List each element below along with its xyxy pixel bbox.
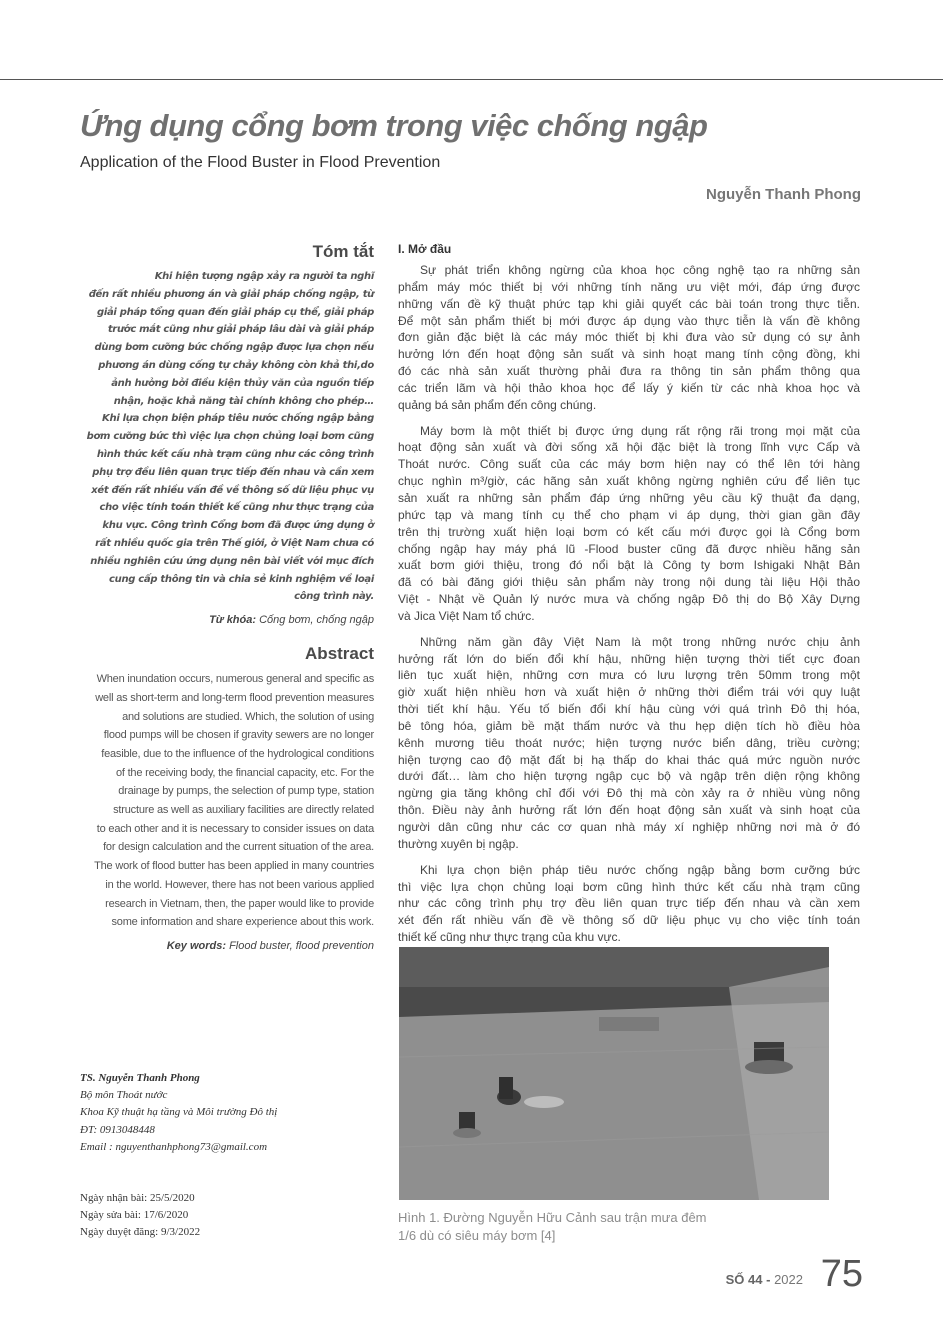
body-text bbox=[398, 262, 860, 946]
body-line: sản xuất ra những sản phẩm đáp ứng những yêu cầu kỹ thuật đa dạng, bbox=[398, 490, 860, 505]
issue-info bbox=[726, 1272, 803, 1287]
body-line: Những năm gần đây Việt Nam là một trong những nước chịu ảnh bbox=[420, 634, 860, 649]
article-author: Nguyễn Thanh Phong bbox=[706, 186, 861, 203]
body-line: các triển lãm và hội thảo khoa học để lấy ý kiến từ các nhà khoa học và bbox=[398, 380, 860, 395]
abstract-line: structure as well as auxiliary facilities are directly related bbox=[113, 804, 374, 817]
keywords-value: Flood buster, flood prevention bbox=[229, 939, 374, 952]
abstract-line: đến rất nhiều phương án và giải pháp chống ngập, từ bbox=[88, 288, 374, 300]
issue-year: 2022 bbox=[774, 1272, 803, 1287]
article-dates bbox=[80, 1190, 200, 1241]
abstract-line: rất nhiều quốc gia trên Thế giới, ở Việt Nam chưa có bbox=[95, 537, 374, 549]
body-line: quảng bá sản phẩm đến công chúng. bbox=[398, 397, 597, 412]
abstract-line: Khi hiện tượng ngập xảy ra người ta nghĩ bbox=[154, 271, 374, 282]
body-line: Để một sản phẩm thiết bị mới được áp dụng vào thực tiễn là vấn đề không bbox=[398, 313, 860, 328]
body-line: phẩm máy móc thiết bị với những tính năng ưu việt mới, đáp ứng được bbox=[398, 279, 860, 294]
caption-line: 1/6 dù có siêu máy bơm [4] bbox=[398, 1228, 556, 1243]
author-info-email: Email : nguyenthanhphong73@gmail.com bbox=[80, 1140, 268, 1153]
summary-en-keywords bbox=[76, 940, 374, 952]
page-number: 75 bbox=[820, 1253, 863, 1295]
body-line: ngừng gia tăng không chỉ đối với Đô thị mà còn xảy ra ở nhiều vùng nông bbox=[398, 786, 860, 801]
summary-en-text bbox=[76, 670, 374, 932]
abstract-line: phụ trợ đều liên quan trực tiếp đến nhau và cần xem bbox=[92, 466, 374, 478]
body-line: hưởng rất lớn do biến đổi khí hậu, những hiện tượng thời tiết cực đoan bbox=[398, 651, 860, 666]
body-line: thiết kế cũng như thực trạng của khu vực. bbox=[398, 930, 621, 945]
summary-vi-keywords bbox=[76, 614, 374, 626]
body-line: Khi lựa chọn biện pháp tiêu nước chống ngập bằng bơm cưỡng bức bbox=[420, 862, 860, 877]
abstract-line: dùng bơm cưỡng bức chống ngập được lựa chọn nếu bbox=[94, 342, 374, 354]
abstract-line: in the world. However, there has not been various applied bbox=[105, 878, 374, 891]
author-info-line: ĐT: 0913048448 bbox=[80, 1123, 155, 1136]
abstract-line: ảnh hưởng bởi điều kiện thủy văn của nguồn tiếp bbox=[111, 377, 374, 389]
abstract-line: giải pháp tổng quan đến giải pháp cụ thể, giải pháp bbox=[96, 306, 374, 318]
body-line: Sự phát triển không ngừng của khoa học công nghệ tạo ra những sản bbox=[420, 263, 860, 277]
article-title: Ứng dụng cổng bơm trong việc chống ngập bbox=[80, 108, 708, 143]
author-info-line: Bộ môn Thoát nước bbox=[80, 1089, 168, 1102]
summary-vi-heading: Tóm tắt bbox=[312, 242, 374, 261]
body-column bbox=[398, 242, 860, 955]
abstract-line: cung cấp thông tin và chia sẻ kinh nghiệm về loại bbox=[109, 573, 374, 585]
body-line: đơn giản đặc biệt là các máy móc thiết bị khi đưa vào sử dụng có sự ảnh bbox=[398, 330, 860, 345]
abstract-line: hình thức kết cấu nhà trạm cũng như các công trình bbox=[96, 448, 374, 460]
abstract-line: to each other and it is necessary to consider issues on data bbox=[96, 822, 374, 835]
body-line: phức tạp và mang tính cụ thể cho phạm vi áp dụng, thời gian gần đây bbox=[398, 507, 860, 522]
body-line: xét đến rất nhiều vấn đề về thông số dữ liệu phục vụ cho việc tính toán bbox=[398, 913, 860, 928]
summary-vi bbox=[76, 242, 374, 626]
abstract-line: of the receiving body, the financial capacity, etc. For the bbox=[115, 766, 374, 779]
abstract-line: and solutions are studied. Which, the solution of using bbox=[122, 710, 374, 723]
body-line: đã có bài đăng giới thiệu sản phẩm này trong nội dung tài liệu Hội thảo bbox=[398, 575, 860, 590]
body-line: Thoát nước. Công suất của các máy bơm hiện nay có thể lên tới hàng bbox=[398, 457, 860, 472]
summary-en bbox=[76, 644, 374, 952]
body-paragraph bbox=[398, 262, 860, 414]
author-info-line: Khoa Kỹ thuật hạ tầng và Môi trường Đô thị bbox=[80, 1106, 278, 1119]
body-line: kênh mương tiêu thoát nước; hiện tượng nước biển dâng, triều cường; bbox=[398, 735, 860, 750]
keywords-label: Từ khóa: bbox=[209, 614, 257, 627]
body-line: Máy bơm là một thiết bị được ứng dụng rất rộng rãi trong mọi mặt của bbox=[420, 423, 860, 438]
issue-separator: - bbox=[766, 1272, 771, 1287]
body-line: hưởng lớn đến hoạt động sản suất và sinh hoạt mang tính cộng đồng, khi bbox=[398, 347, 860, 362]
body-line: đó các nhà sản xuất thường phải đưa ra thông tin sản phẩm thông qua bbox=[398, 364, 860, 379]
abstract-line: some information and share experience about this work. bbox=[111, 916, 374, 929]
body-line: hiện tượng cao độ mặt đất bị hạ thấp do khai thác quá mức nguồn nước bbox=[398, 752, 860, 767]
body-paragraph bbox=[398, 423, 860, 625]
body-line: chống ngập hay máy phá lũ -Flood buster cũng đã được nhiều hãng sản bbox=[398, 541, 860, 556]
abstract-line: for design calculation and the current situation of the area. bbox=[103, 841, 374, 854]
abstract-line: feasible, due to the influence of the hydrological conditions bbox=[101, 747, 374, 760]
author-info bbox=[80, 1070, 380, 1156]
body-paragraph bbox=[398, 634, 860, 853]
keywords-value: Cống bơm, chống ngập bbox=[259, 614, 374, 627]
date-accepted: Ngày duyệt đăng: 9/3/2022 bbox=[80, 1226, 201, 1238]
abstract-line: flood pumps will be chosen if gravity sewers are no longer bbox=[103, 729, 374, 742]
abstract-line: When inundation occurs, numerous general and specific as bbox=[96, 673, 374, 686]
abstract-line: xét đến rất nhiều vấn đề về thông số dữ liệu phục vụ bbox=[91, 484, 374, 496]
author-info-name: TS. Nguyễn Thanh Phong bbox=[80, 1072, 200, 1084]
body-line: giờ xuất hiện nhiều hơn và xuất hiện ở những thời điểm trái với quy luật bbox=[398, 685, 860, 700]
abstract-line: bơm cưỡng bức thì việc lựa chọn chủng loại bơm cũng bbox=[86, 431, 374, 443]
abstract-line: research in Vietnam, then, the paper would like to provide bbox=[105, 897, 374, 910]
body-line: thời tiết khí hậu. Yếu tố biến đổi khí hậu cùng với quá trình Đô thị hóa, bbox=[398, 702, 860, 717]
summary-en-heading: Abstract bbox=[305, 644, 374, 664]
abstract-line: Khi lựa chọn biện pháp tiêu nước chống ngập bằng bbox=[102, 413, 374, 425]
abstract-line: The work of flood butter has been applied in many countries bbox=[94, 860, 374, 873]
body-paragraph bbox=[398, 862, 860, 946]
body-line: bê tông hóa, giảm bề mặt thấm nước và thu hẹp diện tích hồ điều hòa bbox=[398, 718, 860, 733]
abstract-line: khu vực. Công trình Cổng bơm đã được ứng dụng ở bbox=[102, 520, 374, 532]
figure-flooded-street-photo bbox=[399, 947, 829, 1200]
body-line: xuất bơm giới thiệu, trong đó nổi bật là Công ty bơm Ishigaki Nhật Bản bbox=[398, 558, 860, 573]
abstract-line: nhận, hoặc khả năng tài chính không cho phép… bbox=[113, 395, 374, 407]
abstract-line: drainage by pumps, the selection of pump type, station bbox=[118, 785, 374, 798]
article-subtitle: Application of the Flood Buster in Flood Prevention bbox=[80, 154, 441, 171]
body-line: thì việc lựa chọn chủng loại bơm cũng hình thức kết cấu nhà trạm cũng bbox=[398, 879, 860, 894]
abstract-column bbox=[76, 242, 374, 952]
issue-label: SỐ 44 bbox=[725, 1272, 763, 1287]
abstract-line: công trình này. bbox=[294, 591, 374, 603]
body-line: thường xuyên bị ngập. bbox=[398, 836, 519, 851]
body-line: Việt - Nhật về Quản lý nước mưa và chống ngập Đô thị do Bộ Xây Dựng bbox=[398, 592, 860, 607]
header-rule bbox=[0, 79, 943, 80]
abstract-line: nhiều nghiên cứu ứng dụng nên bài viết với mục đích bbox=[90, 555, 374, 567]
body-line: như các công trình phụ trợ đều liên quan trực tiếp đến nhau và cần xem bbox=[398, 896, 860, 911]
body-line: thôn. Điều này ảnh hưởng rất lớn đến hoạt động sản xuất và sinh hoạt của bbox=[398, 803, 860, 818]
body-line: chục nghìn m³/giờ, các hãng sản xuất không ngừng nghiên cứu để liên tục bbox=[398, 474, 860, 489]
body-line: người dân cũng như các cơ quan nhà máy xí nghiệp những nơi mà ở đó bbox=[398, 820, 860, 834]
date-received: Ngày nhận bài: 25/5/2020 bbox=[80, 1192, 195, 1204]
body-line: trên thị trường xuất hiện loại bơm có kết cấu mới được gọi là Cổng bơm bbox=[398, 524, 860, 539]
body-line: dưới đất… làm cho hiện tượng ngập cục bộ và ngập trên diện rộng không bbox=[398, 769, 860, 784]
abstract-line: cho việc tính toán thiết kế cũng như thực trạng của bbox=[99, 502, 374, 514]
caption-line: Hình 1. Đường Nguyễn Hữu Cảnh sau trận mưa đêm bbox=[398, 1210, 707, 1225]
abstract-line: trước mắt cũng như giải pháp lâu dài và giải pháp bbox=[107, 324, 374, 336]
abstract-line: well as short-term and long-term flood prevention measures bbox=[95, 691, 374, 704]
section-title: I. Mở đầu bbox=[398, 242, 452, 256]
body-line: hoạt động sản xuất và đời sống xã hội đặc biệt là trong lĩnh vực Cấp và bbox=[398, 440, 860, 455]
keywords-label: Key words: bbox=[166, 939, 226, 952]
body-line: những vấn đề kỹ thuật phức tạp khi giải quyết các bài toán trong thực tiễn. bbox=[398, 296, 860, 311]
date-revised: Ngày sửa bài: 17/6/2020 bbox=[80, 1209, 189, 1221]
figure-caption bbox=[398, 1209, 707, 1245]
abstract-line: phương án dùng cống tự chảy không còn khả thi,do bbox=[98, 359, 374, 371]
flood-photo-illustration bbox=[399, 947, 829, 1200]
body-line: và Jica Việt Nam tổ chức. bbox=[398, 608, 535, 623]
body-line: liên tục xuất hiện, những cơn mưa có lưu lượng trên 50mm trong một bbox=[398, 668, 860, 683]
summary-vi-text bbox=[76, 268, 374, 606]
